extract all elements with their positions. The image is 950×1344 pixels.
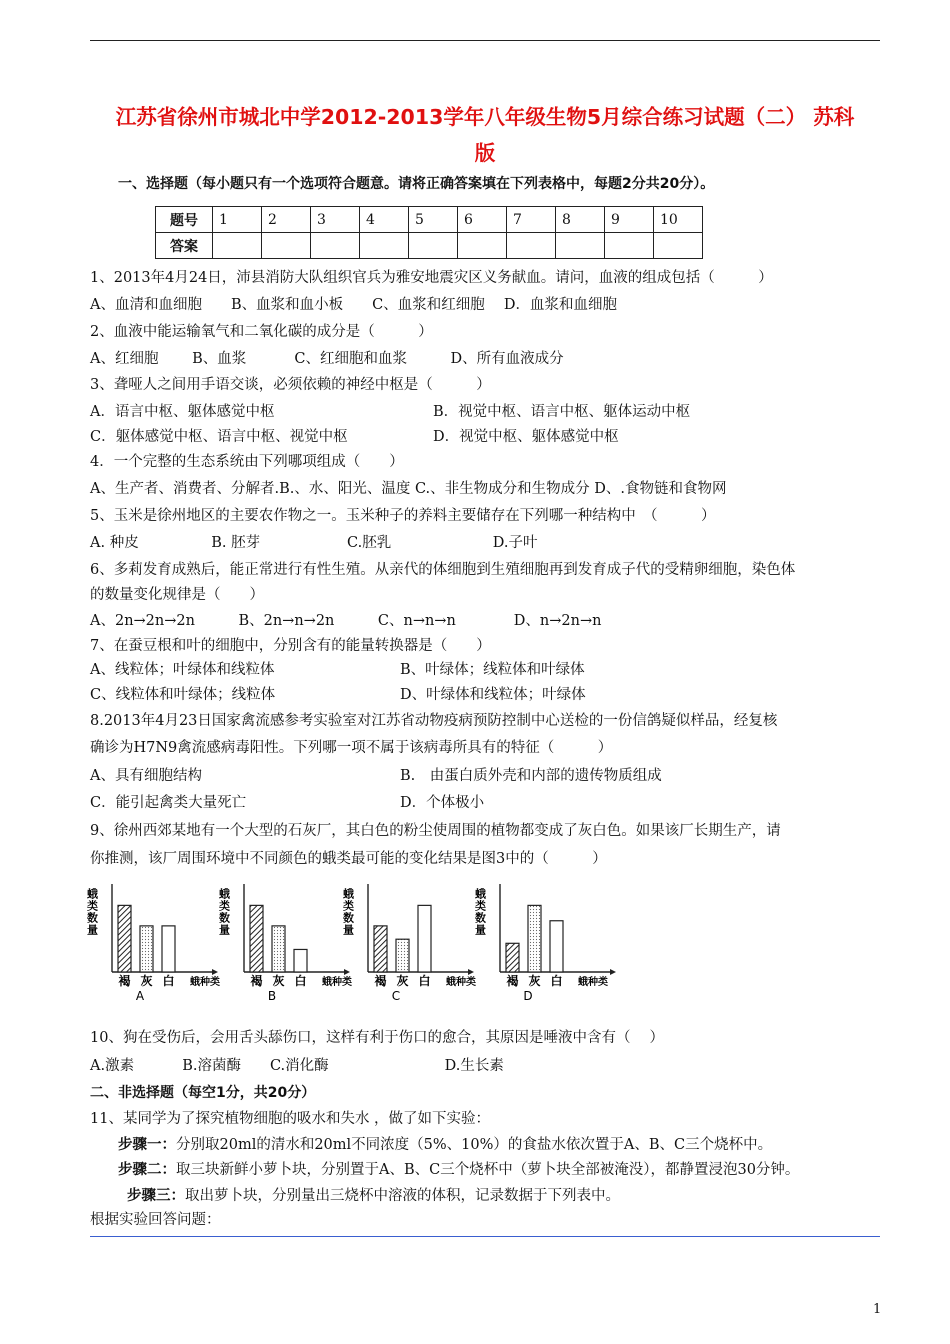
- page-number: 1: [873, 1302, 882, 1317]
- question-2: 2、血液中能运输氧气和二氧化碳的成分是（ ）: [90, 324, 433, 340]
- bar-褐: [374, 926, 387, 972]
- tick-label: 白: [294, 974, 307, 988]
- question-4: 4．一个完整的生态系统由下列哪项组成（ ）: [90, 454, 404, 470]
- bar-灰: [272, 926, 285, 972]
- bar-褐: [118, 905, 131, 972]
- bar-白: [418, 905, 431, 972]
- question-8-continued: 确诊为H7N9禽流感病毒阳性。下列哪一项不属于该病毒所具有的特征（ ）: [90, 740, 613, 756]
- question-7: 7、在蚕豆根和叶的细胞中，分别含有的能量转换器是（ ）: [90, 638, 491, 654]
- answer-cell[interactable]: [556, 233, 605, 259]
- table-number: 8: [556, 207, 605, 233]
- question-3-option-c: C．躯体感觉中枢、语言中枢、视觉中枢: [90, 429, 348, 445]
- tick-label: 白: [162, 974, 175, 988]
- question-3-option-a: A．语言中枢、躯体感觉中枢: [90, 404, 275, 420]
- page-title-line2: 版: [474, 141, 496, 165]
- answer-cell[interactable]: [213, 233, 262, 259]
- question-8: 8.2013年4月23日国家禽流感参考实验室对江苏省动物疫病预防控制中心送检的一份信鸽疑似样品，经复核: [90, 713, 778, 729]
- x-axis-arrow: [212, 969, 218, 975]
- step-1-text: 分别取20ml的清水和20ml不同浓度（5%、10%）的食盐水依次置于A、B、C三个烧杯中。: [176, 1137, 773, 1153]
- bar-白: [550, 921, 563, 972]
- step-3: [127, 1187, 620, 1205]
- x-axis-label: 蛾种类: [578, 977, 608, 988]
- question-7-option-c: C、线粒体和叶绿体；线粒体: [90, 687, 276, 703]
- table-number: 1: [213, 207, 262, 233]
- step-2-text: 取三块新鲜小萝卜块，分别置于A、B、C三个烧杯中（萝卜块全部被淹没），都静置浸泡30分钟。: [176, 1162, 800, 1178]
- question-5-options: A. 种皮 B. 胚芽 C.胚乳 D.子叶: [90, 535, 538, 551]
- step-3-label: 步骤三：: [127, 1188, 185, 1204]
- answer-cell[interactable]: [507, 233, 556, 259]
- question-7-option-b: B、叶绿体；线粒体和叶绿体: [400, 662, 585, 678]
- y-axis-label: 蛾类数量: [341, 888, 355, 936]
- bar-褐: [506, 943, 519, 972]
- question-5: 5、玉米是徐州地区的主要农作物之一。玉米种子的养料主要储存在下列哪一种结构中 （ ）: [90, 508, 716, 524]
- footer-rule: [90, 1236, 880, 1237]
- question-8-option-c: C．能引起禽类大量死亡: [90, 795, 247, 811]
- tick-label: 灰: [272, 974, 285, 988]
- table-number: 7: [507, 207, 556, 233]
- question-8-option-d: D．个体极小: [400, 795, 485, 811]
- question-4-options: A、生产者、消费者、分解者.B.、水、阳光、温度 C.、非生物成分和生物成分 D、.食物链和食物网: [90, 481, 727, 497]
- x-axis-arrow: [468, 969, 474, 975]
- answer-table-number-row: [156, 207, 703, 233]
- question-10-options: A.激素 B.溶菌酶 C.消化酶 D.生长素: [90, 1058, 504, 1074]
- question-3-option-d: D．视觉中枢、躯体感觉中枢: [433, 429, 619, 445]
- bar-灰: [140, 926, 153, 972]
- question-1-options: A、血清和血细胞 B、血浆和血小板 C、血浆和红细胞 D．血浆和血细胞: [90, 297, 617, 313]
- tick-label: 褐: [250, 974, 263, 988]
- question-7-option-d: D、叶绿体和线粒体；叶绿体: [400, 687, 586, 703]
- question-8-option-a: A、具有细胞结构: [90, 768, 202, 784]
- tick-label: 褐: [118, 974, 131, 988]
- answer-cell[interactable]: [311, 233, 360, 259]
- question-7-option-a: A、线粒体；叶绿体和线粒体: [90, 662, 275, 678]
- question-8-option-b: B. 由蛋白质外壳和内部的遗传物质组成: [400, 768, 662, 784]
- bar-白: [294, 949, 307, 972]
- tick-label: 白: [550, 974, 563, 988]
- moth-chart-c: [341, 872, 476, 1003]
- table-number: 2: [262, 207, 311, 233]
- question-11-prompt: 根据实验回答问题：: [90, 1212, 221, 1228]
- panel-label: C: [391, 989, 401, 1003]
- table-number: 9: [605, 207, 654, 233]
- x-axis-arrow: [610, 969, 616, 975]
- table-number: 6: [458, 207, 507, 233]
- question-2-options: A、红细胞 B、血浆 C、红细胞和血浆 D、所有血液成分: [90, 351, 564, 367]
- answer-cell[interactable]: [654, 233, 703, 259]
- moth-chart-d: [473, 872, 618, 1003]
- question-6: 6、多莉发育成熟后，能正常进行有性生殖。从亲代的体细胞到生殖细胞再到发育成子代的受精卵细胞，染色体: [90, 562, 796, 578]
- y-axis-label: 蛾类数量: [473, 888, 487, 936]
- bar-白: [162, 926, 175, 972]
- answer-cell[interactable]: [409, 233, 458, 259]
- x-axis-label: 蛾种类: [446, 977, 476, 988]
- section-1-heading: 一、选择题（每小题只有一个选项符合题意。请将正确答案填在下列表格中，每题2分共20分）。: [118, 176, 715, 192]
- question-1: 1、2013年4月24日，沛县消防大队组织官兵为雅安地震灾区义务献血。请问，血液的组成包括（ ）: [90, 270, 773, 286]
- tick-label: 灰: [396, 974, 409, 988]
- bar-褐: [250, 905, 263, 972]
- table-number: 10: [654, 207, 703, 233]
- answer-table: [155, 206, 703, 259]
- y-axis-label: 蛾类数量: [217, 888, 231, 936]
- answer-cell[interactable]: [360, 233, 409, 259]
- step-1: [118, 1136, 772, 1154]
- x-axis-label: 蛾种类: [190, 977, 220, 988]
- table-number: 3: [311, 207, 360, 233]
- bar-灰: [528, 905, 541, 972]
- table-header-label: 题号: [156, 207, 213, 233]
- step-1-label: 步骤一：: [118, 1137, 176, 1153]
- step-2-label: 步骤二：: [118, 1162, 176, 1178]
- bar-灰: [396, 939, 409, 972]
- answer-cell[interactable]: [458, 233, 507, 259]
- table-number: 5: [409, 207, 458, 233]
- x-axis-label: 蛾种类: [322, 977, 352, 988]
- step-3-text: 取出萝卜块，分别量出三烧杯中溶液的体积，记录数据于下列表中。: [185, 1188, 620, 1204]
- table-number: 4: [360, 207, 409, 233]
- question-9-continued: 你推测，该厂周围环境中不同颜色的蛾类最可能的变化结果是图3中的（ ）: [90, 851, 607, 867]
- header-rule: [90, 40, 880, 41]
- question-9: 9、徐州西郊某地有一个大型的石灰厂，其白色的粉尘使周围的植物都变成了灰白色。如果该厂长期生产，请: [90, 823, 781, 839]
- section-2-heading: 二、非选择题（每空1分，共20分）: [90, 1085, 316, 1101]
- panel-label: D: [523, 989, 533, 1003]
- tick-label: 灰: [140, 974, 153, 988]
- question-6-continued: 的数量变化规律是（ ）: [90, 587, 264, 603]
- step-2: [118, 1161, 799, 1179]
- tick-label: 褐: [374, 974, 387, 988]
- answer-table-answer-row: [156, 233, 703, 259]
- question-10: 10、狗在受伤后，会用舌头舔伤口，这样有利于伤口的愈合，其原因是唾液中含有（ ）: [90, 1030, 665, 1046]
- table-answer-label: 答案: [156, 233, 213, 259]
- answer-cell[interactable]: [605, 233, 654, 259]
- question-3-option-b: B．视觉中枢、语言中枢、躯体运动中枢: [433, 404, 691, 420]
- question-6-options: A、2n→2n→2n B、2n→n→2n C、n→n→n D、n→2n→n: [90, 613, 602, 629]
- answer-cell[interactable]: [262, 233, 311, 259]
- tick-label: 白: [418, 974, 431, 988]
- moth-chart-b: [217, 872, 352, 1003]
- y-axis-label: 蛾类数量: [85, 888, 99, 936]
- question-3: 3、聋哑人之间用手语交谈，必须依赖的神经中枢是（ ）: [90, 377, 491, 393]
- panel-label: B: [267, 989, 277, 1003]
- tick-label: 褐: [506, 974, 519, 988]
- moth-chart-a: [85, 872, 220, 1003]
- panel-label: A: [135, 989, 145, 1003]
- question-11: 11、某同学为了探究植物细胞的吸水和失水 ，做了如下实验：: [90, 1111, 491, 1127]
- tick-label: 灰: [528, 974, 541, 988]
- page-title-line1: 江苏省徐州市城北中学2012-2013学年八年级生物5月综合练习试题（二） 苏科: [115, 105, 855, 129]
